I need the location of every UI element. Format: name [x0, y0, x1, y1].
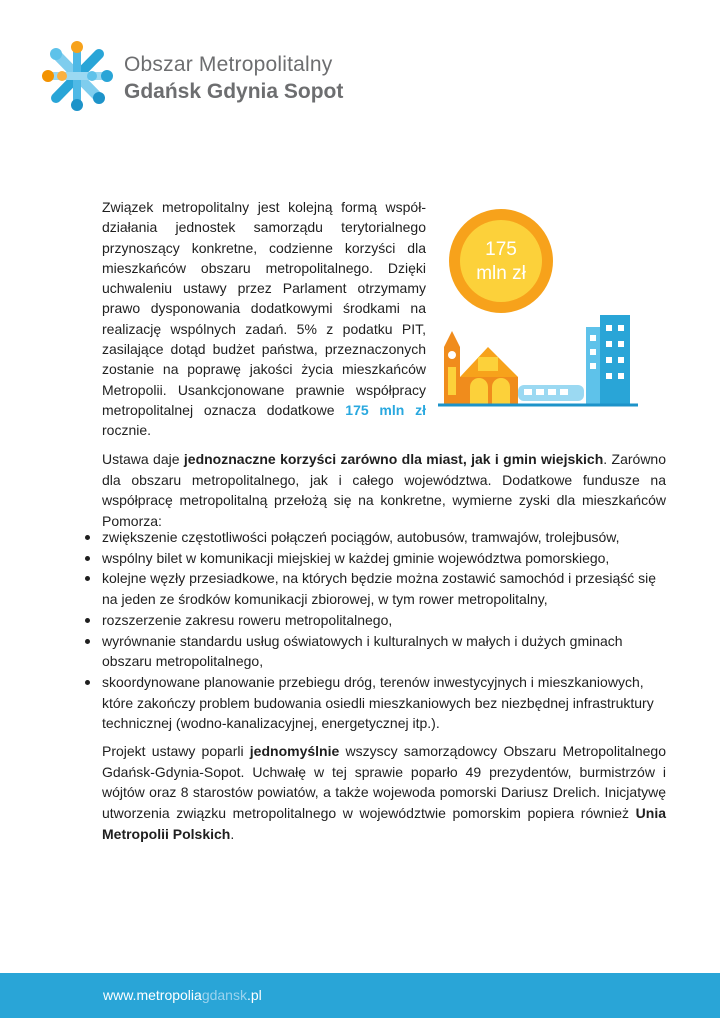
city-funding-illustration	[438, 205, 638, 415]
metropolis-logo	[40, 40, 115, 112]
para3-end: .	[230, 825, 235, 842]
para2-pre: Ustawa daje	[102, 451, 184, 467]
list-item: zwiększenie częstotliwości połączeń pociągów, autobusów, tramwajów, trolejbusów,	[84, 527, 670, 548]
brand-name-line1: Obszar Metropolitalny	[124, 53, 333, 76]
train-icon	[518, 385, 584, 401]
para2-bold: jednoznaczne korzyści zarówno dla miast, jak i gmin wiejskich	[183, 451, 604, 467]
intro-suffix: rocznie.	[102, 422, 152, 439]
footer-bar	[0, 973, 720, 1018]
para2-post: . Zarówno dla obszaru metropolitalnego, jak i całego województwa. Dodatkowe fundusze na współpracę metropolitalną przełożą się na konkretne, wymierne zyski dla mieszkańców Pomorza:	[102, 451, 666, 530]
list-item: wspólny bilet w komunikacji miejskiej w każdej gminie województwa pomorskiego,	[84, 548, 670, 569]
benefits-intro-paragraph	[102, 449, 666, 532]
clock-tower-icon	[444, 331, 460, 405]
url-part1: www.metropolia	[103, 987, 202, 1003]
para3-bold2: Unia Metropolii Polskich	[102, 805, 666, 842]
list-item: rozszerzenie zakresu roweru metropolitalnego,	[84, 610, 670, 631]
url-part3: .pl	[246, 987, 262, 1003]
para3-bold1: jednomyślnie	[249, 743, 340, 759]
badge-number: 175	[485, 239, 517, 260]
list-item: wyrównanie standardu usług oświatowych i kulturalnych w małych i dużych gminach obszaru metropolitalnego,	[84, 631, 670, 672]
intro-paragraph	[102, 197, 426, 441]
benefits-list	[84, 527, 670, 734]
list-item: skoordynowane planowanie przebiegu dróg, terenów inwestycyjnych i mieszkaniowych, które zakończy problem budowania osiedli mieszkaniowych bez niezbędnej infrastruktury technicznej (wodno-kanalizacyjnej, energetycznej itp.).	[84, 672, 670, 734]
para3-pre: Projekt ustawy poparli	[102, 743, 250, 759]
website-link[interactable]	[103, 987, 262, 1003]
train-station-icon	[460, 347, 518, 405]
intro-text: Związek metropolitalny jest kolejną formą współ-działania jednostek samorządu terytorialnego przynoszący konkretne, codzienne korzyści dla mieszkańców obszaru metropolitalnego. Dzięki uchwaleniu ustawy przez Parlament otrzymamy prawo dysponowania dodatkowymi środkami na realizację wspólnych zadań. 5% z podatku PIT, zasilające dotąd budżet państwa, przeznaczonych zostanie na poprawę jakości życia mieszkańców Metropolii. Usankcjonowane prawnie współpracy metropolitalnej oznacza dodatkowe	[102, 199, 426, 418]
brand-name-line2: Gdańsk Gdynia Sopot	[124, 80, 344, 103]
list-item: kolejne węzły przesiadkowe, na których będzie można zostawić samochód i przesiąść się na jeden ze środków komunikacji zbiorowej, w tym rower metropolitalny,	[84, 568, 670, 609]
para3-mid: wszyscy samorządowcy Obszaru Metropolitalnego Gdańsk-Gdynia-Sopot. Uchwałę w tej sprawie poparło 49 prezydentów, burmistrzów i wójtów oraz 8 starostów powiatów, a także wojewoda pomorski Dariusz Drelich. Inicjatywę utworzenia związku metropolitalnego w województwie pomorskim popiera również	[102, 743, 666, 822]
badge-unit: mln zł	[476, 263, 526, 284]
intro-amount-highlight: 175 mln zł	[345, 401, 426, 418]
buildings-icon	[586, 315, 630, 405]
url-part2: gdansk	[201, 987, 247, 1003]
support-paragraph	[102, 741, 666, 845]
